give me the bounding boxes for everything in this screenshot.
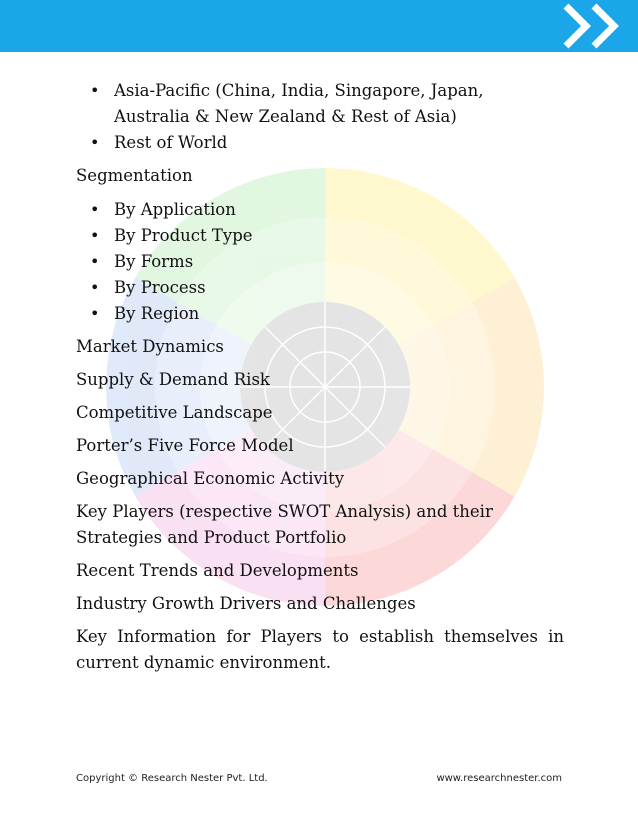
section-heading: Competitive Landscape [76,403,273,422]
list-item: • By Application [76,197,564,223]
list-item: • By Region [76,301,564,327]
section-heading: Recent Trends and Developments [76,561,359,580]
section-heading: Industry Growth Drivers and Challenges [76,594,416,613]
document-body [76,78,564,676]
list-item: • By Process [76,275,564,301]
section-heading: Key Players (respective SWOT Analysis) and their Strategies and Product Portfolio [76,502,493,547]
list-item: • Asia-Pacific (China, India, Singapore, Japan, Australia & New Zealand & Rest of Asia) [76,78,564,130]
list-item: • By Forms [76,249,564,275]
section-heading: Market Dynamics [76,337,224,356]
copyright-text: Copyright © Research Nester Pvt. Ltd. [76,773,268,784]
list-item: • Rest of World [76,130,564,156]
header-banner [0,0,638,52]
segmentation-list [76,197,564,327]
list-item: • By Product Type [76,223,564,249]
section-heading: Supply & Demand Risk [76,370,270,389]
website-link[interactable]: www.researchnester.com [436,773,562,784]
section-heading: Geographical Economic Activity [76,469,345,488]
page-footer [76,773,562,784]
segmentation-heading: Segmentation [76,166,193,185]
section-heading: Key Information for Players to establish themselves in current dynamic environment. [76,627,564,672]
section-heading: Porter’s Five Force Model [76,436,294,455]
regions-list [76,78,564,156]
